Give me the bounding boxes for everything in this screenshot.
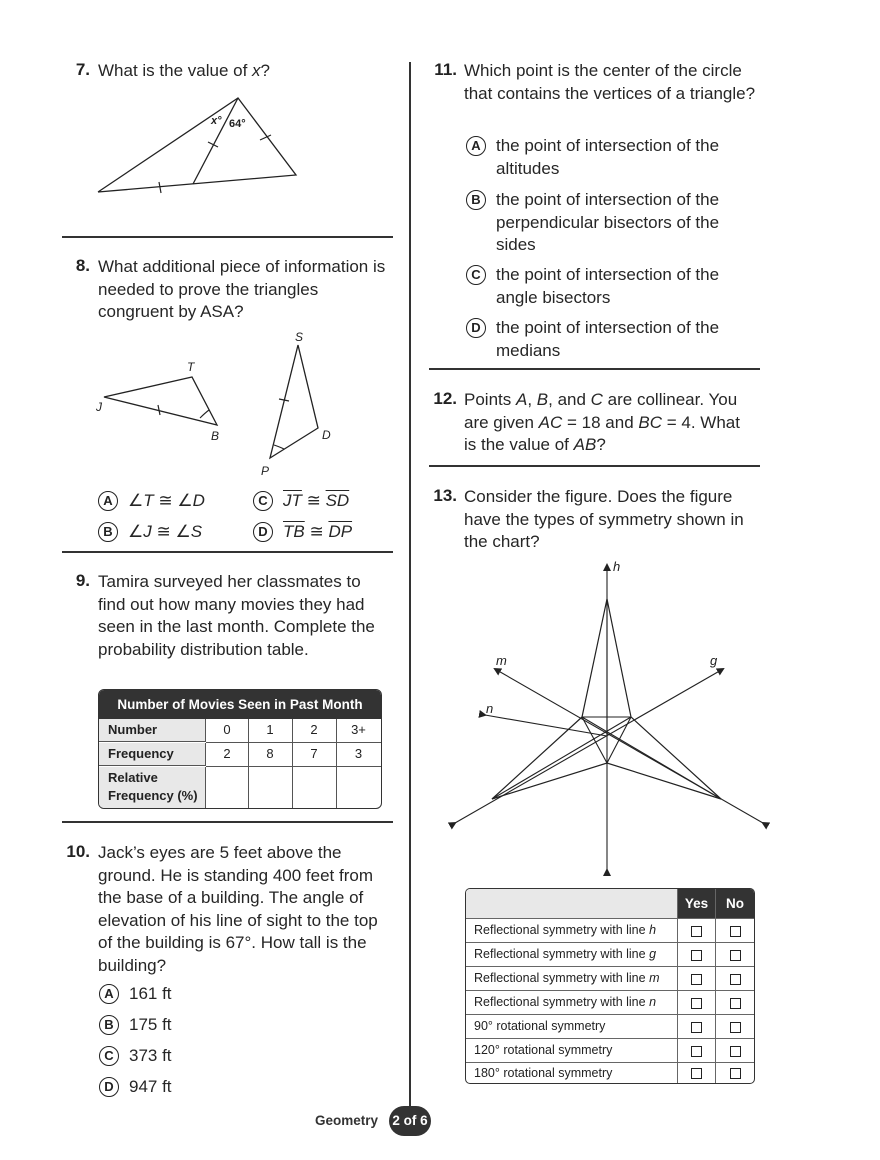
q11-choice-a-bubble[interactable]: A bbox=[466, 136, 486, 156]
q8-number: 8. bbox=[75, 256, 90, 275]
q10-choice-d-bubble[interactable]: D bbox=[99, 1077, 119, 1097]
q13-symmetry-table bbox=[465, 888, 755, 1084]
q9-relative-label-line1: Relative bbox=[108, 770, 158, 785]
q9-frequency-3plus: 3 bbox=[336, 743, 381, 767]
q8-choice-a-text: ∠T ≅ ∠D bbox=[128, 491, 205, 510]
q13-number: 13. bbox=[433, 486, 457, 505]
q10-choice-a[interactable] bbox=[99, 983, 249, 1007]
q13-row-m-no-checkbox[interactable] bbox=[716, 967, 754, 991]
q11-choice-a[interactable] bbox=[466, 135, 766, 181]
q13-row-h-label: Reflectional symmetry with line h bbox=[466, 919, 678, 943]
q11-prompt: Which point is the center of the circle that contains the vertices of a triangle? bbox=[464, 61, 756, 103]
q13-table-header-blank bbox=[466, 889, 678, 919]
divider-q7-q8 bbox=[62, 236, 393, 238]
q9-relative-3plus-blank[interactable] bbox=[336, 767, 381, 808]
q7-prompt-end: ? bbox=[260, 61, 270, 80]
q10-choice-c-text: 373 ft bbox=[129, 1046, 172, 1065]
q12-number: 12. bbox=[433, 389, 457, 408]
q8-choice-b-bubble[interactable]: B bbox=[98, 522, 118, 542]
q8-choice-b[interactable] bbox=[98, 521, 248, 545]
q13-row-m-label: Reflectional symmetry with line m bbox=[466, 967, 678, 991]
q8-label-j: J bbox=[96, 400, 102, 414]
q9-number: 9. bbox=[75, 571, 90, 590]
q7-tick-3 bbox=[159, 182, 161, 193]
q13-header-yes: Yes bbox=[678, 889, 716, 919]
q8-label-b: B bbox=[211, 429, 220, 443]
q7-var: x bbox=[252, 61, 261, 80]
q9-number-3plus: 3+ bbox=[336, 719, 381, 743]
q13-row-90-yes-checkbox[interactable] bbox=[678, 1015, 716, 1039]
q10-choice-c[interactable] bbox=[99, 1045, 249, 1069]
q8-choice-c-text: $\overline{JT}$ ≅ $\overline{SD}$ bbox=[283, 491, 350, 510]
q11-choice-c[interactable] bbox=[466, 264, 766, 310]
q9-row-relative-label bbox=[99, 767, 206, 808]
q13-row-180-no-checkbox[interactable] bbox=[716, 1063, 754, 1083]
q11-choice-d[interactable] bbox=[466, 317, 766, 363]
divider-q8-q9 bbox=[62, 551, 393, 553]
q7-prompt-text: What is the value of bbox=[98, 61, 253, 80]
q11-choice-c-text: the point of intersection of the angle bisectors bbox=[496, 265, 720, 307]
q8-choice-d[interactable] bbox=[253, 521, 393, 545]
q13-row-90-no-checkbox[interactable] bbox=[716, 1015, 754, 1039]
q9-number-0: 0 bbox=[206, 719, 249, 743]
q10-choice-b[interactable] bbox=[99, 1014, 249, 1038]
q13-row-180-label: 180° rotational symmetry bbox=[466, 1063, 678, 1083]
q13-row-g-label: Reflectional symmetry with line g bbox=[466, 943, 678, 967]
q7-triangle bbox=[98, 98, 296, 192]
q10-choice-d[interactable] bbox=[99, 1076, 249, 1100]
q11-choice-c-bubble[interactable]: C bbox=[466, 265, 486, 285]
q13-inner-diag-2 bbox=[582, 717, 721, 799]
q8-prompt: What additional piece of information is needed to prove the triangles congruent by ASA? bbox=[98, 257, 386, 321]
q9-relative-2-blank[interactable] bbox=[292, 767, 337, 808]
q13-axis-m bbox=[495, 669, 763, 823]
q10-choice-d-text: 947 ft bbox=[129, 1077, 172, 1096]
q9-relative-label-line2: Frequency (%) bbox=[108, 788, 198, 803]
q8-angle-p bbox=[274, 445, 284, 449]
q11-choice-b[interactable] bbox=[466, 189, 766, 257]
q9-frequency-0: 2 bbox=[206, 743, 249, 767]
q13-row-m-yes-checkbox[interactable] bbox=[678, 967, 716, 991]
footer-subject: Geometry bbox=[315, 1113, 379, 1128]
q13-label-g: g bbox=[710, 653, 718, 668]
column-divider bbox=[409, 62, 411, 1108]
q9-row-frequency-label: Frequency bbox=[99, 743, 206, 766]
q8-choice-c[interactable] bbox=[253, 490, 393, 514]
q10-number: 10. bbox=[66, 842, 90, 861]
q13-axis-g bbox=[455, 669, 723, 823]
q13-label-n: n bbox=[486, 701, 494, 716]
q13-star-figure bbox=[445, 555, 775, 880]
divider-q11-q12 bbox=[429, 368, 760, 370]
q8-choice-d-bubble[interactable]: D bbox=[253, 522, 273, 542]
q13-header-no: No bbox=[716, 889, 754, 919]
q13-prompt: Consider the figure. Does the figure have the types of symmetry shown in the chart? bbox=[464, 487, 744, 551]
q10-choice-b-bubble[interactable]: B bbox=[99, 1015, 119, 1035]
q13-row-120-no-checkbox[interactable] bbox=[716, 1039, 754, 1063]
q13-label-h: h bbox=[613, 559, 621, 574]
q9-number-2: 2 bbox=[292, 719, 337, 743]
q11-choice-b-bubble[interactable]: B bbox=[466, 190, 486, 210]
q8-label-p: P bbox=[261, 464, 270, 478]
q8-triangle-sdp bbox=[270, 345, 318, 458]
q9-relative-1-blank[interactable] bbox=[248, 767, 293, 808]
q9-table-title: Number of Movies Seen in Past Month bbox=[99, 690, 381, 719]
q8-label-t: T bbox=[187, 360, 195, 374]
q13-axis-n bbox=[485, 715, 607, 736]
q8-choice-c-bubble[interactable]: C bbox=[253, 491, 273, 511]
q8-choice-a-bubble[interactable]: A bbox=[98, 491, 118, 511]
q7-triangle-figure bbox=[90, 90, 310, 200]
q9-prompt: Tamira surveyed her classmates to find out how many movies they had seen in the last month. Complete the probability distribution table. bbox=[98, 572, 375, 659]
q7-label-64: 64° bbox=[229, 118, 246, 130]
q13-row-120-label: 120° rotational symmetry bbox=[466, 1039, 678, 1063]
q11-choice-b-text: the point of intersection of the perpendicular bisectors of the sides bbox=[496, 190, 720, 254]
q13-row-120-yes-checkbox[interactable] bbox=[678, 1039, 716, 1063]
q8-angle-b bbox=[200, 410, 209, 418]
divider-q9-q10 bbox=[62, 821, 393, 823]
q13-label-m: m bbox=[496, 653, 507, 668]
q11-choice-a-text: the point of intersection of the altitudes bbox=[496, 136, 720, 178]
q8-choice-b-text: ∠J ≅ ∠S bbox=[128, 522, 203, 541]
q7-segment bbox=[193, 98, 238, 184]
q12-prompt: Points A, B, and C are collinear. You are given AC = 18 and BC = 4. What is the value of AB? bbox=[464, 390, 740, 454]
q9-row-number-label: Number bbox=[99, 719, 206, 742]
q8-choice-d-text: $\overline{TB}$ ≅ $\overline{DP}$ bbox=[283, 522, 353, 541]
q8-label-d: D bbox=[322, 428, 331, 442]
q13-row-h-no-checkbox[interactable] bbox=[716, 919, 754, 943]
q10-choice-b-text: 175 ft bbox=[129, 1015, 172, 1034]
q9-number-1: 1 bbox=[248, 719, 293, 743]
q7-label-x: x° bbox=[211, 115, 222, 127]
q7-prompt bbox=[98, 60, 388, 83]
q13-row-n-no-checkbox[interactable] bbox=[716, 991, 754, 1015]
q10-choice-c-bubble[interactable]: C bbox=[99, 1046, 119, 1066]
q13-row-n-label: Reflectional symmetry with line n bbox=[466, 991, 678, 1015]
q8-triangles-figure bbox=[90, 325, 350, 485]
q13-row-n-yes-checkbox[interactable] bbox=[678, 991, 716, 1015]
q13-row-g-yes-checkbox[interactable] bbox=[678, 943, 716, 967]
q10-choice-a-text: 161 ft bbox=[129, 984, 172, 1003]
q11-choice-d-bubble[interactable]: D bbox=[466, 318, 486, 338]
q8-label-s: S bbox=[295, 330, 304, 344]
q9-frequency-2: 7 bbox=[292, 743, 337, 767]
q9-frequency-1: 8 bbox=[248, 743, 293, 767]
q11-choice-d-text: the point of intersection of the medians bbox=[496, 318, 720, 360]
page-indicator: 2 of 6 bbox=[389, 1106, 431, 1136]
q13-row-h-yes-checkbox[interactable] bbox=[678, 919, 716, 943]
q11-number: 11. bbox=[434, 60, 457, 79]
q13-row-180-yes-checkbox[interactable] bbox=[678, 1063, 716, 1083]
divider-q12-q13 bbox=[429, 465, 760, 467]
q10-choice-a-bubble[interactable]: A bbox=[99, 984, 119, 1004]
q13-row-90-label: 90° rotational symmetry bbox=[466, 1015, 678, 1039]
q9-relative-0-blank[interactable] bbox=[206, 767, 249, 808]
q9-distribution-table bbox=[98, 689, 382, 809]
q10-prompt: Jack’s eyes are 5 feet above the ground. He is standing 400 feet from the base of a building. The angle of elevation of his line of sight to the top of the building is 67°. How tall is the building? bbox=[98, 843, 378, 975]
q13-row-g-no-checkbox[interactable] bbox=[716, 943, 754, 967]
q7-number: 7. bbox=[75, 60, 90, 79]
q8-choice-a[interactable] bbox=[98, 490, 248, 514]
